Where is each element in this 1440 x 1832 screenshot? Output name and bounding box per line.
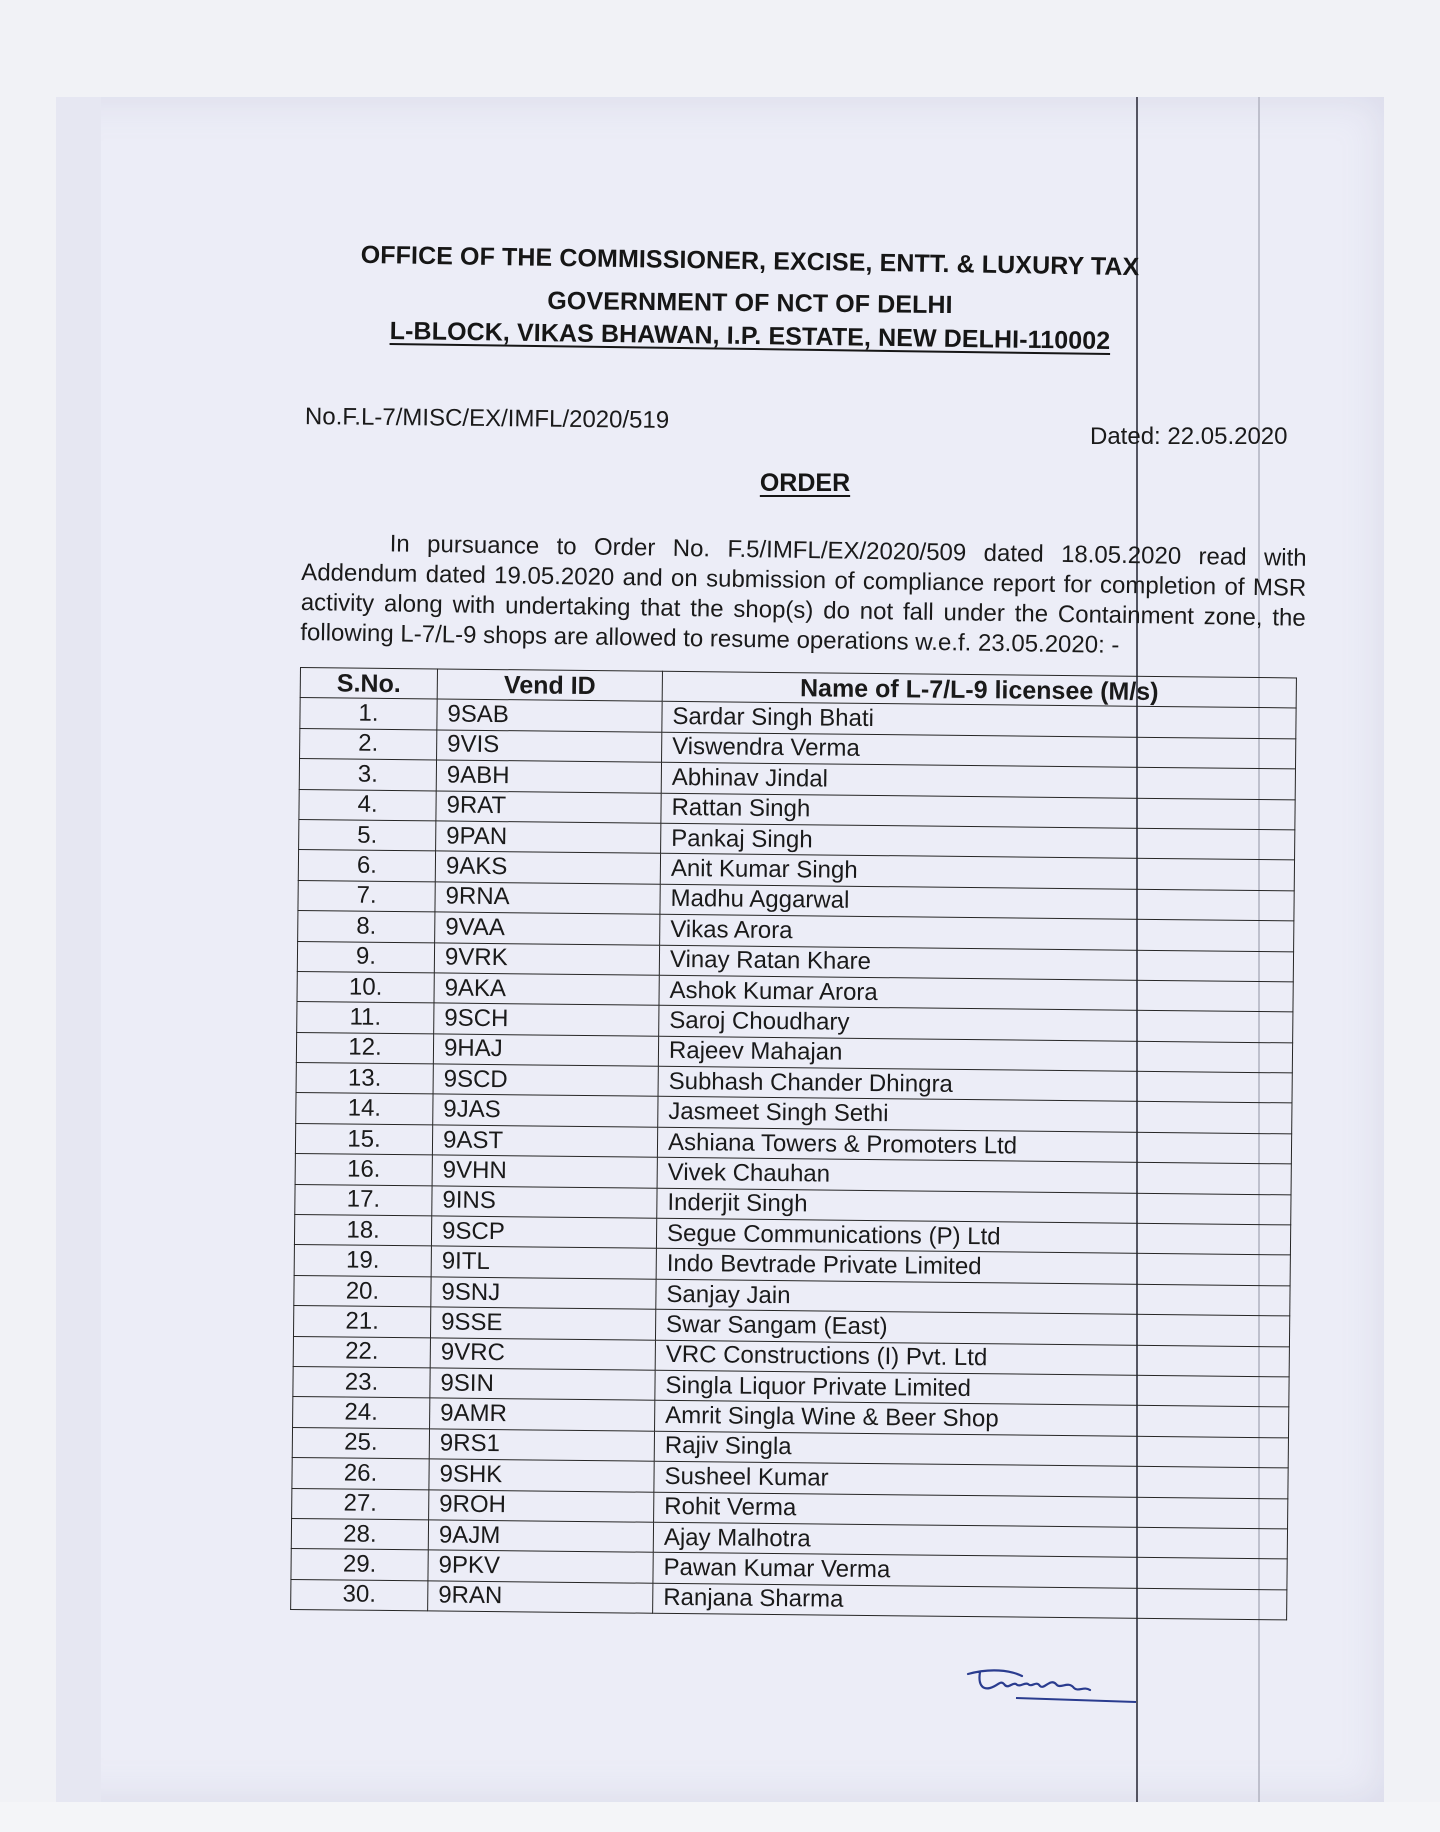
cell-licensee-name: Rattan Singh — [661, 793, 1295, 830]
cell-licensee-name: VRC Constructions (I) Pvt. Ltd — [655, 1340, 1289, 1377]
cell-sno: 4. — [299, 789, 436, 821]
cell-vend-id: 9PKV — [428, 1550, 653, 1583]
cell-licensee-name: Singla Liquor Private Limited — [655, 1370, 1289, 1407]
page-edge-shadow — [56, 97, 101, 1802]
cell-sno: 5. — [299, 819, 436, 851]
cell-vend-id: 9AMR — [430, 1398, 655, 1431]
cell-sno: 22. — [293, 1336, 430, 1368]
cell-vend-id: 9SIN — [430, 1368, 655, 1401]
cell-licensee-name: Ashok Kumar Arora — [659, 975, 1293, 1012]
cell-licensee-name: Vivek Chauhan — [657, 1158, 1291, 1195]
cell-sno: 25. — [292, 1427, 429, 1459]
table-body — [291, 698, 1296, 1620]
cell-sno: 7. — [298, 880, 435, 912]
cell-sno: 16. — [295, 1154, 432, 1186]
cell-sno: 8. — [298, 911, 435, 943]
cell-vend-id: 9VRK — [434, 942, 659, 975]
cell-licensee-name: Anit Kumar Singh — [660, 854, 1294, 891]
order-body — [300, 528, 1307, 664]
cell-licensee-name: Jasmeet Singh Sethi — [658, 1097, 1292, 1134]
cell-vend-id: 9AJM — [428, 1520, 653, 1553]
cell-sno: 23. — [293, 1366, 430, 1398]
cell-sno: 21. — [293, 1306, 430, 1338]
cell-vend-id: 9RS1 — [429, 1429, 654, 1462]
cell-licensee-name: Susheel Kumar — [654, 1461, 1288, 1498]
cell-licensee-name: Rajiv Singla — [654, 1431, 1288, 1468]
cell-vend-id: 9AST — [432, 1125, 657, 1158]
order-heading: ORDER — [759, 469, 851, 497]
cell-sno: 10. — [297, 971, 434, 1003]
cell-vend-id: 9AKS — [435, 851, 660, 884]
cell-sno: 24. — [293, 1397, 430, 1429]
bottom-margin — [0, 1802, 1440, 1832]
cell-vend-id: 9ITL — [431, 1246, 656, 1279]
cell-vend-id: 9SAB — [437, 699, 662, 732]
office-address: L-BLOCK, VIKAS BHAWAN, I.P. ESTATE, NEW DELHI-110002 — [389, 316, 1111, 356]
cell-vend-id: 9VRC — [430, 1337, 655, 1370]
cell-licensee-name: Vikas Arora — [660, 914, 1294, 951]
cell-sno: 19. — [294, 1245, 431, 1277]
cell-licensee-name: Subhash Chander Dhingra — [658, 1066, 1292, 1103]
cell-sno: 20. — [294, 1275, 431, 1307]
cell-sno: 11. — [297, 1002, 434, 1034]
cell-sno: 9. — [297, 941, 434, 973]
cell-vend-id: 9RAN — [428, 1581, 653, 1614]
header-vend-id: Vend ID — [437, 669, 662, 702]
cell-vend-id: 9VHN — [432, 1155, 657, 1188]
cell-sno: 26. — [292, 1458, 429, 1490]
cell-licensee-name: Sanjay Jain — [656, 1279, 1290, 1316]
cell-vend-id: 9SCD — [433, 1064, 658, 1097]
cell-vend-id: 9JAS — [433, 1094, 658, 1127]
cell-licensee-name: Vinay Ratan Khare — [659, 945, 1293, 982]
cell-licensee-name: Sardar Singh Bhati — [662, 702, 1296, 739]
licensee-table — [290, 667, 1297, 1620]
cell-licensee-name: Pawan Kumar Verma — [653, 1553, 1287, 1590]
cell-licensee-name: Saroj Choudhary — [659, 1006, 1293, 1043]
cell-licensee-name: Ashiana Towers & Promoters Ltd — [657, 1127, 1291, 1164]
cell-licensee-name: Viswendra Verma — [662, 732, 1296, 769]
cell-sno: 30. — [291, 1579, 428, 1611]
cell-vend-id: 9HAJ — [433, 1034, 658, 1067]
order-date: Dated: 22.05.2020 — [1090, 423, 1288, 450]
cell-vend-id: 9SCP — [431, 1216, 656, 1249]
cell-vend-id: 9RNA — [435, 882, 660, 915]
cell-licensee-name: Abhinav Jindal — [661, 762, 1295, 799]
cell-vend-id: 9VAA — [435, 912, 660, 945]
cell-sno: 1. — [300, 698, 437, 730]
cell-sno: 15. — [295, 1123, 432, 1155]
cell-licensee-name: Rohit Verma — [654, 1492, 1288, 1529]
office-title: OFFICE OF THE COMMISSIONER, EXCISE, ENTT. & LUXURY TAX — [360, 240, 1140, 282]
cell-licensee-name: Swar Sangam (East) — [655, 1309, 1289, 1346]
cell-sno: 29. — [291, 1549, 428, 1581]
cell-licensee-name: Ranjana Sharma — [653, 1583, 1287, 1620]
cell-sno: 28. — [291, 1518, 428, 1550]
cell-sno: 27. — [292, 1488, 429, 1520]
cell-sno: 2. — [300, 728, 437, 760]
cell-sno: 12. — [296, 1032, 433, 1064]
cell-vend-id: 9SNJ — [431, 1277, 656, 1310]
cell-licensee-name: Indo Bevtrade Private Limited — [656, 1249, 1290, 1286]
cell-vend-id: 9INS — [432, 1186, 657, 1219]
cell-vend-id: 9VIS — [437, 730, 662, 763]
cell-licensee-name: Segue Communications (P) Ltd — [656, 1218, 1290, 1255]
order-body-text: In pursuance to Order No. F.5/IMFL/EX/2020/509 dated 18.05.2020 read with Addendum dated 19.05.2020 and on submission of compliance report for completion of MSR activity along with undertaking that the shop(s) do not fall under the Containment zone, the following L-7/L-9 shops are allowed to resume operations w.e.f. 23.05.2020: - — [300, 530, 1307, 659]
cell-vend-id: 9ABH — [436, 760, 661, 793]
government-title: GOVERNMENT OF NCT OF DELHI — [547, 286, 953, 320]
cell-vend-id: 9SSE — [430, 1307, 655, 1340]
cell-licensee-name: Ajay Malhotra — [653, 1522, 1287, 1559]
cell-licensee-name: Pankaj Singh — [661, 823, 1295, 860]
cell-vend-id: 9ROH — [429, 1489, 654, 1522]
cell-vend-id: 9SHK — [429, 1459, 654, 1492]
header-licensee-name: Name of L-7/L-9 licensee (M/s) — [662, 671, 1296, 708]
cell-vend-id: 9RAT — [436, 790, 661, 823]
cell-sno: 14. — [296, 1093, 433, 1125]
cell-vend-id: 9AKA — [434, 973, 659, 1006]
cell-licensee-name: Madhu Aggarwal — [660, 884, 1294, 921]
cell-vend-id: 9SCH — [434, 1003, 659, 1036]
signature-mark — [960, 1660, 1140, 1720]
cell-sno: 6. — [298, 850, 435, 882]
cell-sno: 18. — [294, 1215, 431, 1247]
cell-licensee-name: Rajeev Mahajan — [658, 1036, 1292, 1073]
reference-number: No.F.L-7/MISC/EX/IMFL/2020/519 — [304, 403, 670, 434]
cell-vend-id: 9PAN — [436, 821, 661, 854]
cell-licensee-name: Amrit Singla Wine & Beer Shop — [655, 1401, 1289, 1438]
cell-sno: 13. — [296, 1063, 433, 1095]
header-sno: S.No. — [300, 668, 437, 700]
cell-sno: 3. — [299, 759, 436, 791]
cell-licensee-name: Inderjit Singh — [657, 1188, 1291, 1225]
cell-sno: 17. — [295, 1184, 432, 1216]
